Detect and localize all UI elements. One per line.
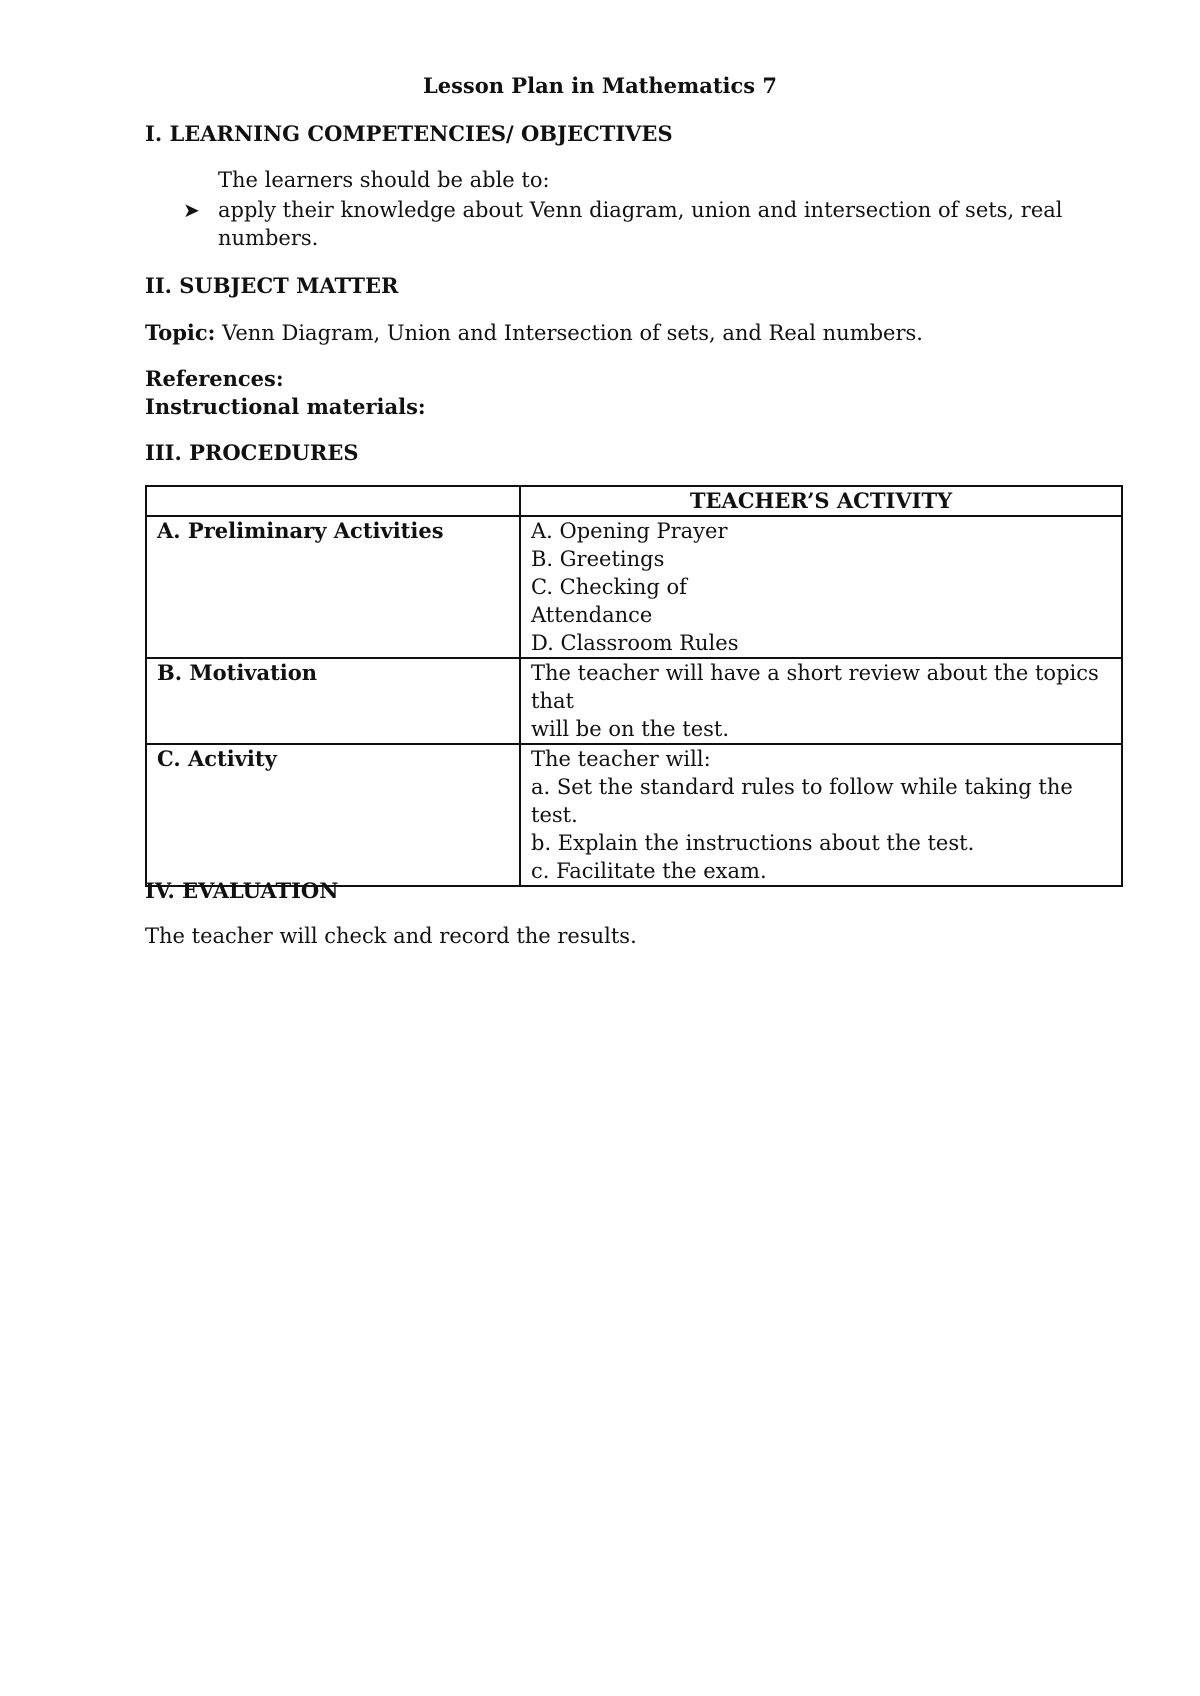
activity-line: D. Classroom Rules	[531, 631, 739, 655]
section-heading-evaluation: IV. EVALUATION	[145, 878, 339, 903]
activity-line: The teacher will have a short review about the topics that	[531, 661, 1099, 713]
section-heading-subject-matter: II. SUBJECT MATTER	[145, 273, 399, 298]
section-heading-procedures: III. PROCEDURES	[145, 440, 359, 465]
row-activity-activity	[520, 744, 1122, 886]
activity-line: a. Set the standard rules to follow while taking the test.	[531, 775, 1073, 827]
row-label-activity: C. Activity	[146, 744, 520, 886]
header-cell-teachers-activity: TEACHER’S ACTIVITY	[520, 486, 1122, 516]
section-heading-objectives: I. LEARNING COMPETENCIES/ OBJECTIVES	[145, 121, 673, 146]
procedures-table	[145, 485, 1123, 887]
row-activity-preliminary	[520, 516, 1122, 658]
table-row	[146, 658, 1122, 744]
table-row	[146, 744, 1122, 886]
activity-line: C. Checking of	[531, 575, 687, 599]
objective-item	[218, 196, 1063, 252]
table-header-row	[146, 486, 1122, 516]
activity-line: A. Opening Prayer	[531, 519, 728, 543]
activity-line: will be on the test.	[531, 717, 730, 741]
row-activity-motivation	[520, 658, 1122, 744]
header-cell-empty	[146, 486, 520, 516]
activity-line: b. Explain the instructions about the test.	[531, 831, 975, 855]
topic-line	[145, 319, 923, 347]
arrow-bullet-icon: ➤	[183, 198, 200, 222]
instructional-materials-label: Instructional materials:	[145, 394, 426, 419]
document-title: Lesson Plan in Mathematics 7	[422, 73, 778, 98]
activity-line: c. Facilitate the exam.	[531, 859, 767, 883]
topic-value: Venn Diagram, Union and Intersection of sets, and Real numbers.	[215, 321, 923, 345]
activity-line: B. Greetings	[531, 547, 665, 571]
table-row	[146, 516, 1122, 658]
references-label: References:	[145, 366, 284, 391]
topic-label: Topic:	[145, 320, 216, 345]
row-label-preliminary: A. Preliminary Activities	[146, 516, 520, 658]
objectives-intro: The learners should be able to:	[218, 168, 550, 192]
objective-line-2: numbers.	[218, 226, 319, 250]
objective-line-1: apply their knowledge about Venn diagram, union and intersection of sets, real	[218, 198, 1063, 222]
activity-line: Attendance	[531, 603, 653, 627]
evaluation-text: The teacher will check and record the results.	[145, 924, 637, 948]
activity-line: The teacher will:	[531, 747, 711, 771]
row-label-motivation: B. Motivation	[146, 658, 520, 744]
